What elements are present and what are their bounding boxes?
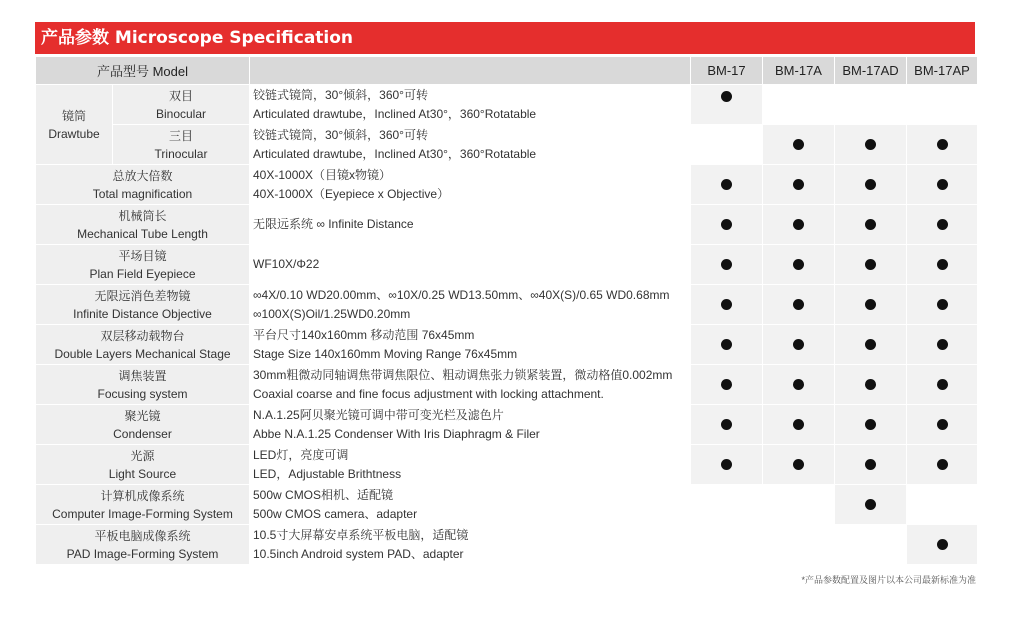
label-en: Binocular [155, 106, 207, 121]
spec-description [250, 525, 690, 564]
label-zh: 双目 [168, 88, 193, 103]
spec-label [36, 245, 249, 284]
included-dot-icon [865, 339, 876, 350]
mark-cell [691, 245, 762, 284]
mark-cell [763, 485, 834, 524]
included-dot-icon [865, 299, 876, 310]
included-dot-icon [865, 179, 876, 190]
spec-description [250, 325, 690, 364]
desc-en: LED，Adjustable Brithtness [253, 466, 402, 481]
mark-cell [763, 245, 834, 284]
included-dot-icon [721, 91, 732, 102]
mark-cell [691, 205, 762, 244]
included-dot-icon [793, 179, 804, 190]
drawtube-label [36, 85, 112, 164]
mark-cell [691, 125, 762, 164]
included-dot-icon [937, 259, 948, 270]
included-dot-icon [793, 379, 804, 390]
included-dot-icon [721, 259, 732, 270]
desc-en: Abbe N.A.1.25 Condenser With Iris Diaphragm & Filer [253, 426, 540, 441]
mark-cell [907, 285, 977, 324]
spec-label [36, 365, 249, 404]
mark-cell [763, 205, 834, 244]
spec-label [36, 285, 249, 324]
mark-cell [691, 485, 762, 524]
spec-label [36, 325, 249, 364]
included-dot-icon [937, 139, 948, 150]
desc-zh: 10.5寸大屏幕安卓系统平板电脑，适配镜 [253, 527, 469, 542]
mark-cell [763, 525, 834, 564]
included-dot-icon [793, 139, 804, 150]
label-en: Mechanical Tube Length [77, 226, 208, 241]
table-row [36, 285, 977, 324]
mark-cell [691, 165, 762, 204]
spec-description [250, 165, 690, 204]
included-dot-icon [937, 459, 948, 470]
label-zh: 双层移动载物台 [100, 328, 185, 343]
spec-description [250, 205, 690, 244]
desc-zh: 铰链式镜筒，30°倾斜，360°可转 [253, 127, 428, 142]
mark-cell [907, 245, 977, 284]
included-dot-icon [865, 379, 876, 390]
desc-en: Stage Size 140x160mm Moving Range 76x45mm [253, 346, 518, 361]
mark-cell [835, 325, 906, 364]
label-en: Double Layers Mechanical Stage [54, 346, 231, 361]
desc-zh: 500w CMOS相机、适配镜 [253, 487, 394, 502]
mark-cell [763, 165, 834, 204]
included-dot-icon [793, 259, 804, 270]
table-row [36, 125, 977, 164]
spec-label [36, 405, 249, 444]
mark-cell [691, 405, 762, 444]
label-en: Total magnification [92, 186, 193, 201]
mark-cell [907, 485, 977, 524]
included-dot-icon [937, 219, 948, 230]
mark-cell [691, 365, 762, 404]
mark-cell [835, 85, 906, 124]
mark-cell [763, 325, 834, 364]
spec-description [250, 485, 690, 524]
desc-en: Coaxial coarse and fine focus adjustment with locking attachment. [253, 386, 604, 401]
included-dot-icon [865, 419, 876, 430]
spec-label [36, 205, 249, 244]
mark-cell [763, 125, 834, 164]
label-zh: 平板电脑成像系统 [94, 528, 191, 543]
header-desc-cell [250, 57, 690, 84]
footnote: *产品参数配置及图片以本公司最新标准为准 [801, 575, 976, 585]
included-dot-icon [937, 299, 948, 310]
mark-cell [835, 165, 906, 204]
included-dot-icon [721, 339, 732, 350]
desc-en: ∞100X(S)Oil/1.25WD0.20mm [253, 306, 411, 321]
label-zh: 无限远消色差物镜 [94, 288, 191, 303]
included-dot-icon [721, 379, 732, 390]
mark-cell [763, 285, 834, 324]
desc-en: Articulated drawtube，Inclined At30°，360°Rotatable [253, 106, 537, 121]
label-en: Infinite Distance Objective [73, 306, 212, 321]
mark-cell [835, 205, 906, 244]
mark-cell [907, 525, 977, 564]
mark-cell [907, 405, 977, 444]
included-dot-icon [721, 299, 732, 310]
desc-en: 40X-1000X（Eyepiece x Objective） [253, 186, 450, 201]
desc-zh: WF10X/Φ22 [253, 257, 320, 271]
mark-cell [907, 125, 977, 164]
spec-description [250, 125, 690, 164]
included-dot-icon [793, 419, 804, 430]
included-dot-icon [937, 419, 948, 430]
mark-cell [691, 85, 762, 124]
mark-cell [907, 445, 977, 484]
mark-cell [691, 525, 762, 564]
desc-zh: 铰链式镜筒，30°倾斜，360°可转 [253, 87, 428, 102]
mark-cell [763, 365, 834, 404]
mark-cell [835, 485, 906, 524]
label-zh: 镜筒 [61, 108, 86, 123]
mark-cell [691, 445, 762, 484]
desc-en: Articulated drawtube，Inclined At30°，360°Rotatable [253, 146, 537, 161]
table-row [36, 85, 977, 124]
label-zh: 平场目镜 [118, 248, 167, 263]
table-row [36, 405, 977, 444]
desc-en: 10.5inch Android system PAD、adapter [253, 546, 464, 561]
mark-cell [763, 445, 834, 484]
table-row [36, 325, 977, 364]
label-en: Focusing system [97, 386, 188, 401]
desc-zh: 无限远系统 ∞ Infinite Distance [253, 217, 414, 231]
mark-cell [835, 285, 906, 324]
label-zh: 聚光镜 [124, 408, 161, 423]
included-dot-icon [793, 219, 804, 230]
included-dot-icon [793, 459, 804, 470]
label-zh: 三目 [168, 128, 193, 143]
spec-label [36, 165, 249, 204]
mark-cell [835, 365, 906, 404]
desc-zh: LED灯，亮度可调 [253, 447, 349, 462]
included-dot-icon [937, 379, 948, 390]
mark-cell [907, 205, 977, 244]
header-row [36, 57, 977, 84]
model-header: BM-17 [691, 57, 762, 84]
sub-label [113, 85, 249, 124]
table-row [36, 205, 977, 244]
mark-cell [691, 325, 762, 364]
spec-table [35, 56, 978, 565]
spec-description [250, 365, 690, 404]
table-row [36, 445, 977, 484]
label-zh: 计算机成像系统 [100, 488, 185, 503]
model-header: BM-17A [763, 57, 834, 84]
desc-zh: 平台尺寸140x160mm 移动范围 76x45mm [253, 327, 475, 342]
mark-cell [907, 325, 977, 364]
spec-description [250, 85, 690, 124]
mark-cell [835, 525, 906, 564]
table-row [36, 165, 977, 204]
included-dot-icon [793, 299, 804, 310]
included-dot-icon [793, 339, 804, 350]
desc-zh: ∞4X/0.10 WD20.00mm、∞10X/0.25 WD13.50mm、∞40X(S)/0.65 WD0.68mm [253, 287, 670, 302]
included-dot-icon [937, 179, 948, 190]
mark-cell [907, 85, 977, 124]
included-dot-icon [865, 219, 876, 230]
desc-zh: 40X-1000X（目镜x物镜） [253, 167, 392, 182]
desc-en: 500w CMOS camera、adapter [253, 506, 418, 521]
label-en: Trinocular [154, 146, 208, 161]
spec-description [250, 285, 690, 324]
table-row [36, 485, 977, 524]
included-dot-icon [865, 459, 876, 470]
included-dot-icon [865, 499, 876, 510]
included-dot-icon [721, 419, 732, 430]
label-en: Computer Image-Forming System [52, 506, 233, 521]
mark-cell [835, 125, 906, 164]
included-dot-icon [865, 259, 876, 270]
desc-zh: 30mm粗微动同轴调焦带调焦限位、粗动调焦张力锁紧装置，微动格值0.002mm [253, 367, 673, 382]
included-dot-icon [721, 459, 732, 470]
model-label: 产品型号 Model [36, 57, 249, 84]
included-dot-icon [721, 219, 732, 230]
mark-cell [907, 165, 977, 204]
mark-cell [763, 405, 834, 444]
label-en: Plan Field Eyepiece [89, 266, 196, 281]
spec-description [250, 405, 690, 444]
model-header: BM-17AP [907, 57, 977, 84]
label-zh: 机械筒长 [118, 208, 167, 223]
table-row [36, 245, 977, 284]
sub-label [113, 125, 249, 164]
spec-description [250, 445, 690, 484]
label-en: Drawtube [48, 126, 100, 141]
mark-cell [835, 245, 906, 284]
label-zh: 光源 [130, 448, 155, 463]
label-en: Condenser [113, 426, 172, 441]
label-en: Light Source [108, 466, 177, 481]
mark-cell [907, 365, 977, 404]
desc-zh: N.A.1.25阿贝聚光镜可调中带可变光栏及滤色片 [253, 407, 504, 422]
spec-label [36, 445, 249, 484]
label-zh: 总放大倍数 [112, 168, 173, 183]
included-dot-icon [865, 139, 876, 150]
spec-description [250, 245, 690, 284]
label-zh: 调焦装置 [118, 368, 167, 383]
mark-cell [835, 445, 906, 484]
table-row [36, 525, 977, 564]
mark-cell [691, 285, 762, 324]
table-row [36, 365, 977, 404]
included-dot-icon [937, 539, 948, 550]
included-dot-icon [937, 339, 948, 350]
mark-cell [763, 85, 834, 124]
mark-cell [835, 405, 906, 444]
included-dot-icon [721, 179, 732, 190]
spec-label [36, 525, 249, 564]
label-en: PAD Image-Forming System [66, 546, 219, 561]
page-title: 产品参数 Microscope Specification [35, 22, 975, 54]
model-header: BM-17AD [835, 57, 906, 84]
spec-label [36, 485, 249, 524]
